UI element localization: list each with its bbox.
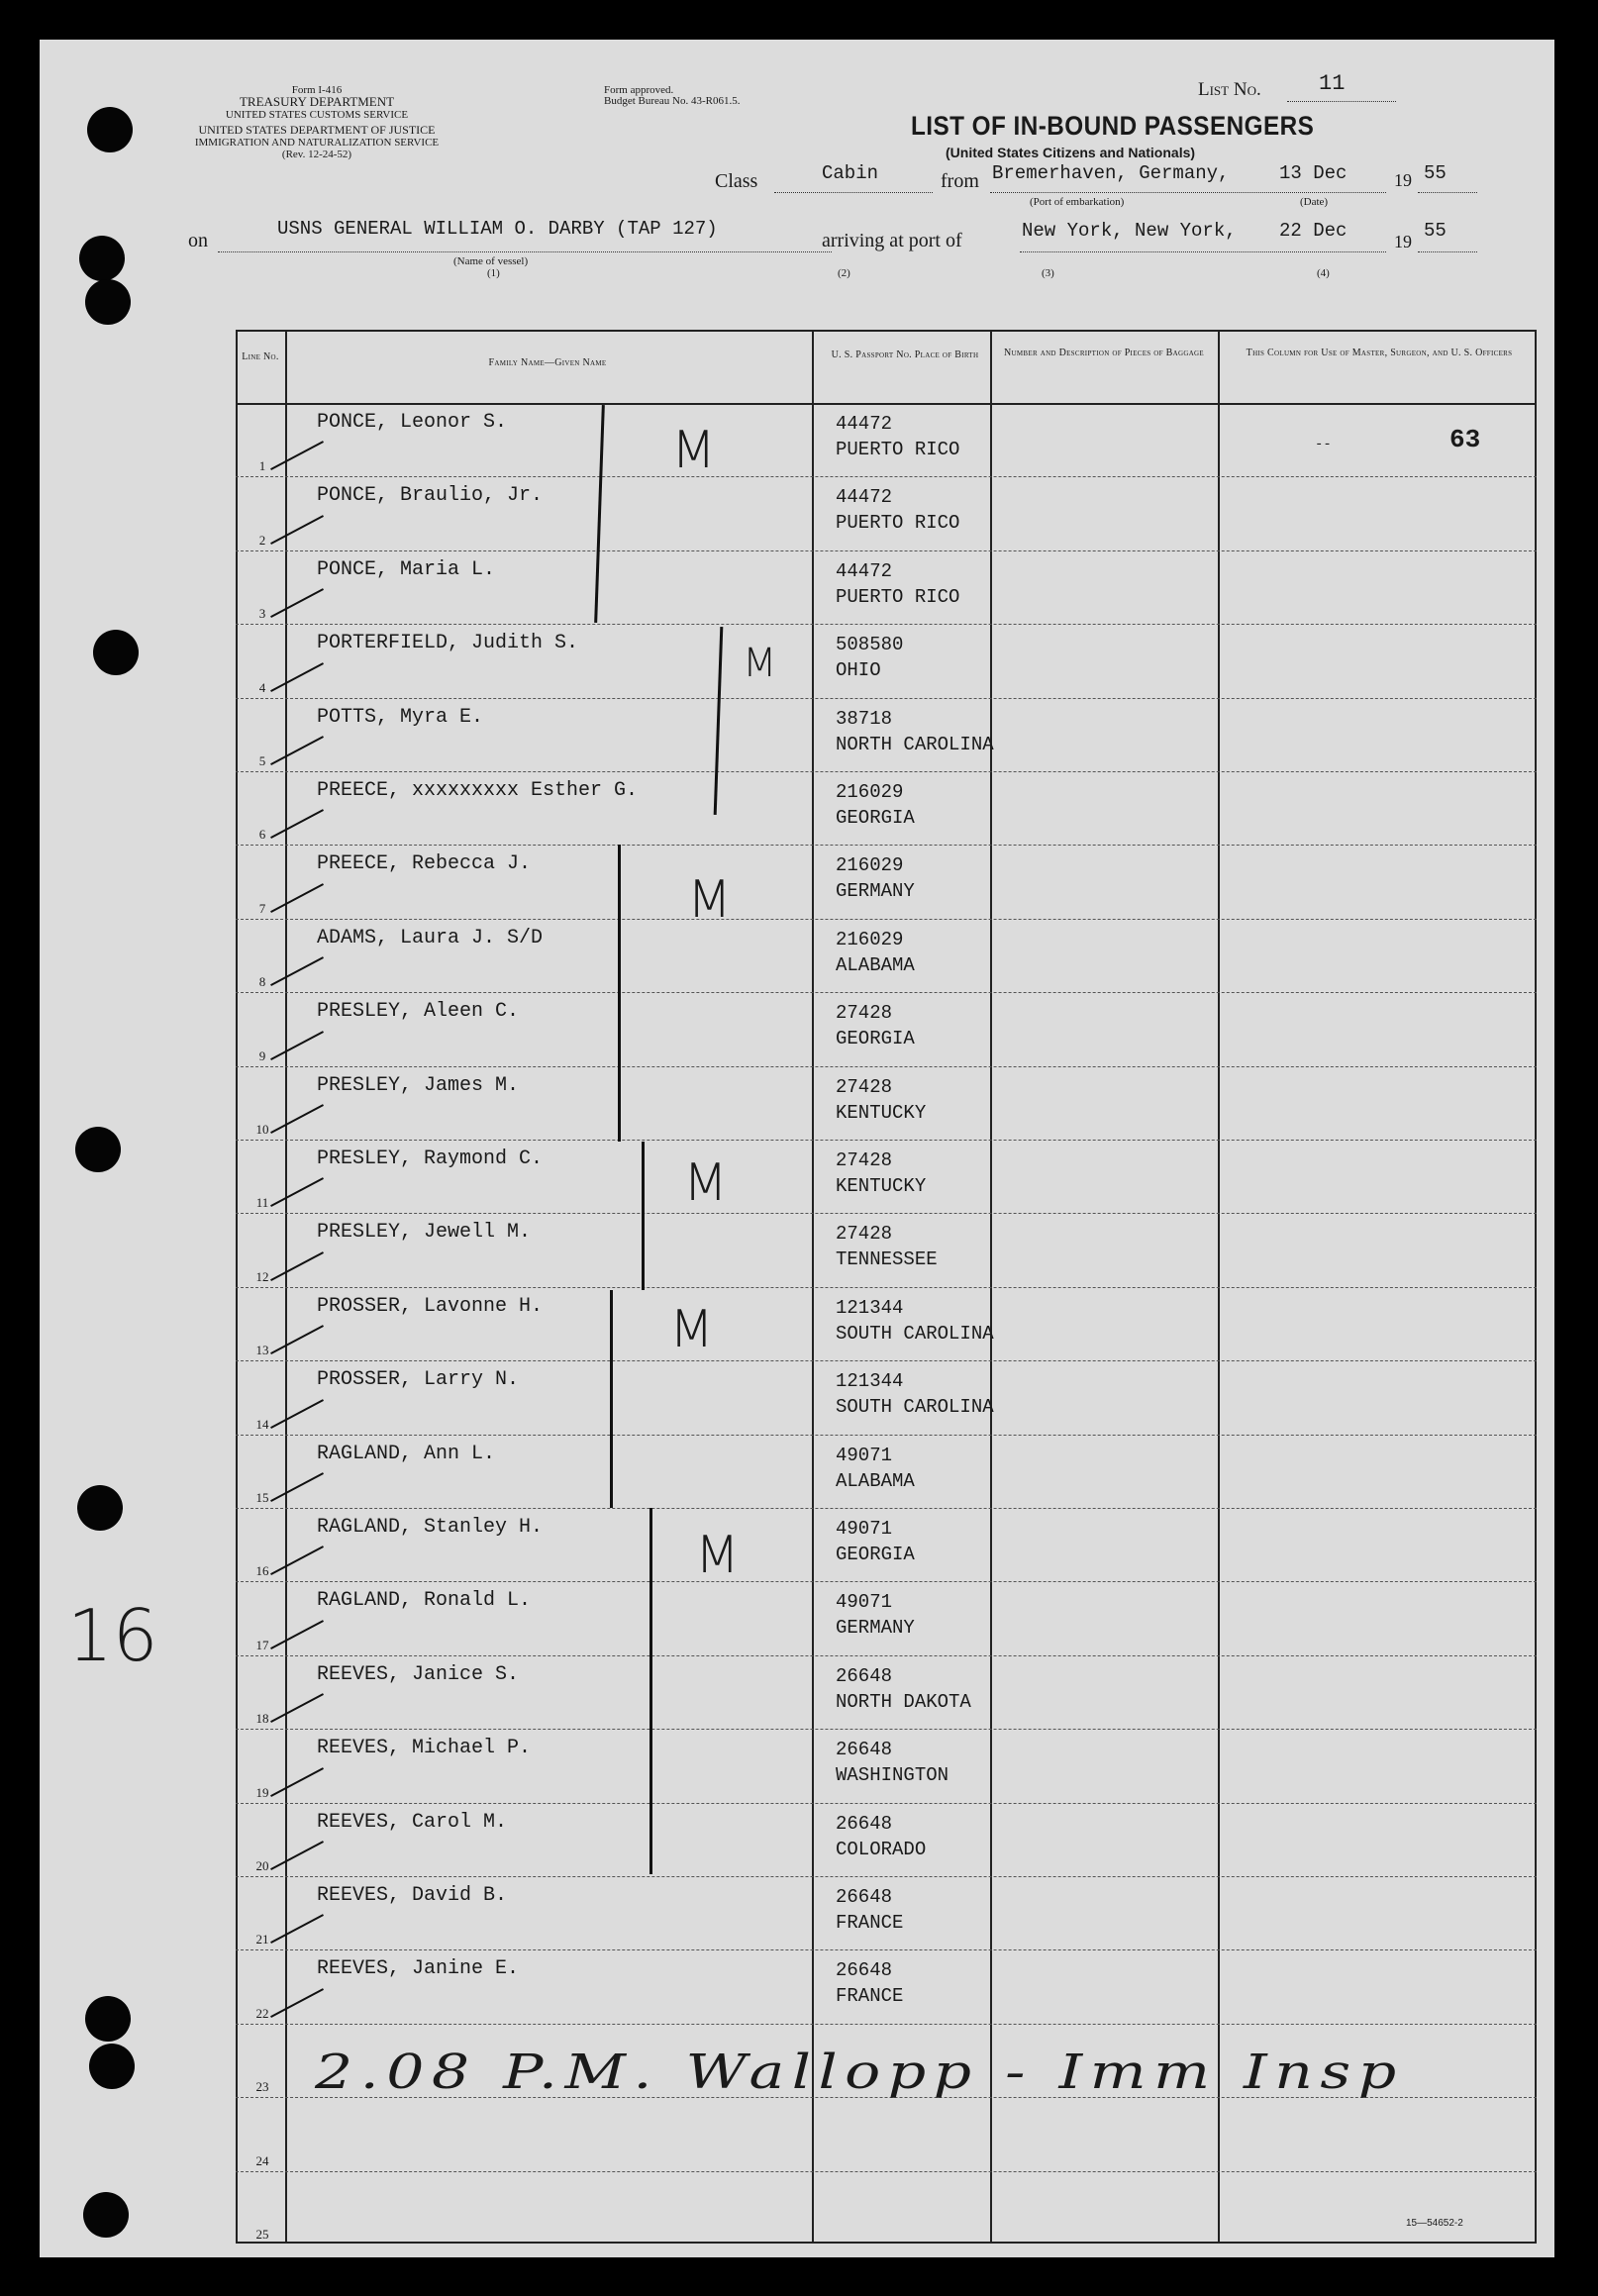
passport-number: 49071 bbox=[836, 1444, 893, 1466]
dept-justice: UNITED STATES DEPARTMENT OF JUSTICE bbox=[198, 123, 436, 137]
check-mark bbox=[270, 1693, 324, 1723]
line-number: 9 bbox=[258, 1048, 266, 1063]
dept-treasury-sub: UNITED STATES CUSTOMS SERVICE bbox=[225, 109, 409, 121]
dept-treasury: TREASURY DEPARTMENT bbox=[239, 94, 395, 109]
place-of-birth: ALABAMA bbox=[836, 953, 915, 976]
passenger-name: PREECE, Rebecca J. bbox=[317, 852, 532, 876]
line-number: 13 bbox=[255, 1343, 269, 1358]
class-label: Class bbox=[715, 170, 758, 192]
passport-birthplace bbox=[836, 927, 915, 978]
passport-birthplace bbox=[836, 632, 903, 683]
place-of-birth: NORTH CAROLINA bbox=[836, 733, 994, 755]
footer-code: 15—54652-2 bbox=[1406, 2218, 1463, 2229]
passport-number: 216029 bbox=[836, 781, 904, 803]
col-caption-4: (4) bbox=[1317, 267, 1330, 279]
check-mark bbox=[270, 1177, 324, 1207]
line-number: 21 bbox=[255, 1932, 269, 1947]
line-number: 6 bbox=[258, 827, 266, 843]
place-of-birth: GEORGIA bbox=[836, 807, 915, 829]
family-mark-4: M bbox=[683, 1153, 728, 1213]
table-row bbox=[236, 1655, 1537, 1729]
passenger-name: RAGLAND, Ronald L. bbox=[317, 1589, 532, 1613]
passport-birthplace bbox=[836, 1884, 903, 1936]
passport-number: 44472 bbox=[836, 559, 893, 582]
check-mark bbox=[270, 883, 324, 913]
punch-hole bbox=[89, 2044, 135, 2089]
table-row bbox=[236, 2171, 1537, 2245]
passport-birthplace bbox=[836, 1368, 994, 1420]
table-row bbox=[236, 2097, 1537, 2170]
check-mark bbox=[270, 441, 324, 470]
passenger-name: REEVES, David B. bbox=[317, 1884, 508, 1907]
check-mark bbox=[270, 1251, 324, 1281]
passenger-name: RAGLAND, Stanley H. bbox=[317, 1516, 544, 1539]
passport-number: 216029 bbox=[836, 928, 904, 950]
passport-number: 49071 bbox=[836, 1591, 893, 1614]
check-mark bbox=[270, 1472, 324, 1502]
line-number: 4 bbox=[258, 679, 266, 695]
passenger-name: POTTS, Myra E. bbox=[317, 705, 484, 729]
passenger-name: PONCE, Maria L. bbox=[317, 557, 496, 581]
passport-number: 27428 bbox=[836, 1149, 893, 1171]
passport-number: 26648 bbox=[836, 1664, 893, 1687]
table-row bbox=[236, 550, 1537, 624]
family-mark-5: M bbox=[669, 1300, 714, 1359]
place-of-birth: FRANCE bbox=[836, 1985, 904, 2008]
passport-birthplace bbox=[836, 1000, 915, 1051]
col-header-line: Line No. bbox=[242, 351, 279, 362]
line-number: 14 bbox=[255, 1416, 269, 1432]
passport-number: 44472 bbox=[836, 413, 893, 435]
place-of-birth: GEORGIA bbox=[836, 1544, 915, 1565]
passenger-name: REEVES, Michael P. bbox=[317, 1737, 532, 1760]
passenger-name: REEVES, Carol M. bbox=[317, 1810, 508, 1834]
arrival-port: New York, New York, bbox=[1022, 220, 1237, 242]
place-of-birth: NORTH DAKOTA bbox=[836, 1690, 971, 1713]
family-mark-6: M bbox=[695, 1526, 740, 1585]
from-date: 13 Dec bbox=[1279, 162, 1348, 184]
check-mark bbox=[270, 1104, 324, 1134]
line-number: 12 bbox=[255, 1268, 269, 1284]
line-number: 24 bbox=[255, 2152, 269, 2168]
table-row bbox=[236, 698, 1537, 771]
table-row bbox=[236, 1876, 1537, 1949]
margin-mark: 16 bbox=[67, 1594, 158, 1677]
passport-birthplace bbox=[836, 706, 994, 757]
check-mark bbox=[270, 1841, 324, 1870]
place-of-birth: SOUTH CAROLINA bbox=[836, 1396, 994, 1419]
budget-bureau: Budget Bureau No. 43-R061.5. bbox=[604, 95, 741, 107]
passenger-name: RAGLAND, Ann L. bbox=[317, 1442, 496, 1465]
table-row bbox=[236, 476, 1537, 549]
year-prefix-1: 19 bbox=[1394, 170, 1412, 190]
place-of-birth: ALABAMA bbox=[836, 1469, 915, 1492]
place-of-birth: TENNESSEE bbox=[836, 1248, 938, 1271]
check-mark bbox=[270, 588, 324, 618]
family-mark-2: M bbox=[743, 641, 777, 686]
passport-birthplace bbox=[836, 1221, 938, 1272]
dept-justice-sub: IMMIGRATION AND NATURALIZATION SERVICE bbox=[194, 137, 440, 149]
list-no: 11 bbox=[1319, 71, 1346, 96]
punch-hole bbox=[87, 107, 133, 152]
year-2: 55 bbox=[1424, 220, 1447, 242]
table-row bbox=[236, 624, 1537, 697]
passport-birthplace bbox=[836, 1737, 949, 1788]
col-header-baggage: Number and Description of Pieces of Baggage bbox=[1004, 348, 1204, 358]
punch-hole bbox=[79, 236, 125, 281]
line-number: 7 bbox=[258, 900, 266, 916]
passport-birthplace bbox=[836, 1295, 994, 1347]
table-row bbox=[236, 403, 1537, 476]
passport-birthplace bbox=[836, 1811, 926, 1862]
table-row bbox=[236, 1803, 1537, 1876]
table-row bbox=[236, 919, 1537, 992]
passport-birthplace bbox=[836, 1589, 915, 1641]
check-mark bbox=[270, 1031, 324, 1060]
place-of-birth: PUERTO RICO bbox=[836, 439, 960, 460]
col-header-name: Family Name—Given Name bbox=[488, 357, 607, 368]
punch-hole bbox=[75, 1127, 121, 1172]
officer-dash: -- bbox=[1315, 437, 1332, 452]
passport-number: 26648 bbox=[836, 1959, 893, 1982]
check-mark bbox=[270, 1988, 324, 2018]
class-value: Cabin bbox=[822, 162, 879, 184]
passport-number: 26648 bbox=[836, 1812, 893, 1835]
place-of-birth: PUERTO RICO bbox=[836, 512, 960, 535]
passport-birthplace bbox=[836, 558, 959, 610]
year-prefix-2: 19 bbox=[1394, 232, 1412, 251]
col-caption-3: (3) bbox=[1042, 267, 1054, 279]
check-mark bbox=[270, 1325, 324, 1354]
line-number: 19 bbox=[255, 1784, 269, 1800]
place-of-birth: FRANCE bbox=[836, 1912, 904, 1934]
arrival-date: 22 Dec bbox=[1279, 220, 1348, 242]
passenger-name: PROSSER, Larry N. bbox=[317, 1368, 520, 1392]
punch-hole bbox=[93, 630, 139, 675]
line-number: 11 bbox=[255, 1195, 269, 1211]
place-of-birth: GERMANY bbox=[836, 880, 915, 903]
passport-birthplace bbox=[836, 411, 959, 462]
check-mark bbox=[270, 736, 324, 765]
col-caption-1: (1) bbox=[487, 267, 500, 279]
passport-birthplace bbox=[836, 1516, 915, 1567]
line-number: 18 bbox=[255, 1711, 269, 1727]
check-mark bbox=[270, 956, 324, 986]
passenger-name: PRESLEY, Jewell M. bbox=[317, 1221, 532, 1245]
list-no-label: List No. bbox=[1198, 79, 1261, 100]
place-of-birth: PUERTO RICO bbox=[836, 585, 960, 608]
check-mark bbox=[270, 809, 324, 839]
manifest-page bbox=[40, 40, 1554, 2257]
table-row bbox=[236, 1949, 1537, 2023]
table-row bbox=[236, 1508, 1537, 1581]
passenger-name: PORTERFIELD, Judith S. bbox=[317, 632, 579, 655]
punch-hole bbox=[85, 1996, 131, 2042]
arriving-label: arriving at port of bbox=[822, 230, 962, 251]
check-mark bbox=[270, 1914, 324, 1944]
table-row bbox=[236, 1360, 1537, 1434]
passport-number: 38718 bbox=[836, 707, 893, 730]
col-header-passport: U. S. Passport No. Place of Birth bbox=[831, 349, 979, 360]
punch-hole bbox=[85, 279, 131, 325]
passport-birthplace bbox=[836, 1957, 903, 2009]
table-row bbox=[236, 1066, 1537, 1140]
passport-number: 216029 bbox=[836, 854, 904, 877]
table-row bbox=[236, 1435, 1537, 1508]
place-of-birth: OHIO bbox=[836, 659, 881, 682]
passport-birthplace bbox=[836, 1443, 915, 1494]
table-row bbox=[236, 1581, 1537, 1654]
passport-number: 49071 bbox=[836, 1518, 893, 1540]
family-mark-3: M bbox=[687, 870, 732, 930]
line-number: 8 bbox=[258, 974, 266, 990]
passenger-name: REEVES, Janine E. bbox=[317, 1957, 520, 1981]
check-mark bbox=[270, 1546, 324, 1575]
table-row bbox=[236, 1287, 1537, 1360]
place-of-birth: KENTUCKY bbox=[836, 1101, 927, 1124]
on-label: on bbox=[188, 230, 208, 251]
line-number: 10 bbox=[255, 1121, 269, 1137]
table-row bbox=[236, 771, 1537, 845]
line-number: 3 bbox=[258, 606, 266, 622]
passenger-name: REEVES, Janice S. bbox=[317, 1662, 520, 1686]
check-mark bbox=[270, 662, 324, 692]
table-row bbox=[236, 992, 1537, 1065]
passport-birthplace bbox=[836, 1148, 926, 1199]
passport-number: 27428 bbox=[836, 1075, 893, 1098]
passenger-table bbox=[236, 330, 1537, 2244]
place-of-birth: COLORADO bbox=[836, 1838, 927, 1860]
date-caption: (Date) bbox=[1300, 196, 1329, 208]
year-1: 55 bbox=[1424, 162, 1447, 184]
table-row bbox=[236, 1729, 1537, 1802]
check-mark bbox=[270, 1767, 324, 1797]
from-label: from bbox=[941, 170, 979, 192]
from-port: Bremerhaven, Germany, bbox=[992, 162, 1230, 184]
port-embark-caption: (Port of embarkation) bbox=[1030, 196, 1125, 208]
passport-number: 27428 bbox=[836, 1223, 893, 1246]
line-number: 23 bbox=[255, 2079, 269, 2095]
table-row bbox=[236, 1140, 1537, 1213]
line-number: 16 bbox=[255, 1563, 269, 1579]
passenger-name: PONCE, Leonor S. bbox=[317, 411, 508, 434]
place-of-birth: KENTUCKY bbox=[836, 1175, 927, 1197]
line-number: 25 bbox=[255, 2226, 269, 2242]
line-number: 5 bbox=[258, 752, 266, 768]
passport-number: 26648 bbox=[836, 1886, 893, 1908]
passport-number: 27428 bbox=[836, 1002, 893, 1025]
passenger-name: PRESLEY, James M. bbox=[317, 1073, 520, 1097]
inspector-signature: 2.08 P.M. Wallopp - Imm Insp bbox=[315, 2045, 1404, 2100]
page-title: LIST OF IN-BOUND PASSENGERS bbox=[911, 111, 1315, 141]
family-mark-1: M bbox=[671, 421, 716, 480]
place-of-birth: WASHINGTON bbox=[836, 1764, 949, 1787]
passport-birthplace bbox=[836, 779, 915, 831]
col-header-officers: This Column for Use of Master, Surgeon, and U. S. Officers bbox=[1246, 348, 1513, 358]
place-of-birth: GERMANY bbox=[836, 1617, 915, 1640]
passport-birthplace bbox=[836, 1074, 926, 1126]
check-mark bbox=[270, 1399, 324, 1429]
line-number: 22 bbox=[255, 2005, 269, 2021]
form-approved: Form approved. bbox=[604, 84, 674, 96]
passport-number: 508580 bbox=[836, 634, 904, 656]
passport-birthplace bbox=[836, 484, 959, 536]
line-number: 1 bbox=[258, 458, 266, 474]
passenger-name: ADAMS, Laura J. S/D bbox=[317, 926, 544, 949]
place-of-birth: GEORGIA bbox=[836, 1028, 915, 1050]
punch-hole bbox=[83, 2192, 129, 2238]
passport-birthplace bbox=[836, 1663, 971, 1715]
passenger-name: PROSSER, Lavonne H. bbox=[317, 1294, 544, 1318]
passport-number: 44472 bbox=[836, 486, 893, 509]
passenger-name: PRESLEY, Aleen C. bbox=[317, 1000, 520, 1024]
form-number: Form I-416 bbox=[291, 84, 343, 96]
check-mark bbox=[270, 1620, 324, 1649]
line-number: 15 bbox=[255, 1489, 269, 1505]
table-row bbox=[236, 1213, 1537, 1286]
vessel-caption: (Name of vessel) bbox=[453, 255, 529, 267]
passenger-name: PREECE, xxxxxxxxx Esther G. bbox=[317, 779, 639, 802]
passenger-name: PONCE, Braulio, Jr. bbox=[317, 484, 544, 508]
line-number: 20 bbox=[255, 1857, 269, 1873]
passport-birthplace bbox=[836, 852, 915, 904]
vessel-name: USNS GENERAL WILLIAM O. DARBY (TAP 127) bbox=[277, 218, 718, 240]
passport-number: 26648 bbox=[836, 1739, 893, 1761]
table-row bbox=[236, 845, 1537, 918]
passport-number: 121344 bbox=[836, 1370, 904, 1393]
page-subtitle: (United States Citizens and Nationals) bbox=[946, 145, 1196, 160]
place-of-birth: SOUTH CAROLINA bbox=[836, 1322, 994, 1345]
col-caption-2: (2) bbox=[838, 267, 850, 279]
punch-hole bbox=[77, 1485, 123, 1531]
passport-number: 121344 bbox=[836, 1296, 904, 1319]
line-number: 17 bbox=[255, 1637, 269, 1652]
passenger-name: PRESLEY, Raymond C. bbox=[317, 1148, 544, 1170]
line-number: 2 bbox=[258, 532, 266, 548]
revision: (Rev. 12-24-52) bbox=[281, 149, 352, 160]
officer-note: 63 bbox=[1449, 425, 1481, 454]
check-mark bbox=[270, 515, 324, 545]
